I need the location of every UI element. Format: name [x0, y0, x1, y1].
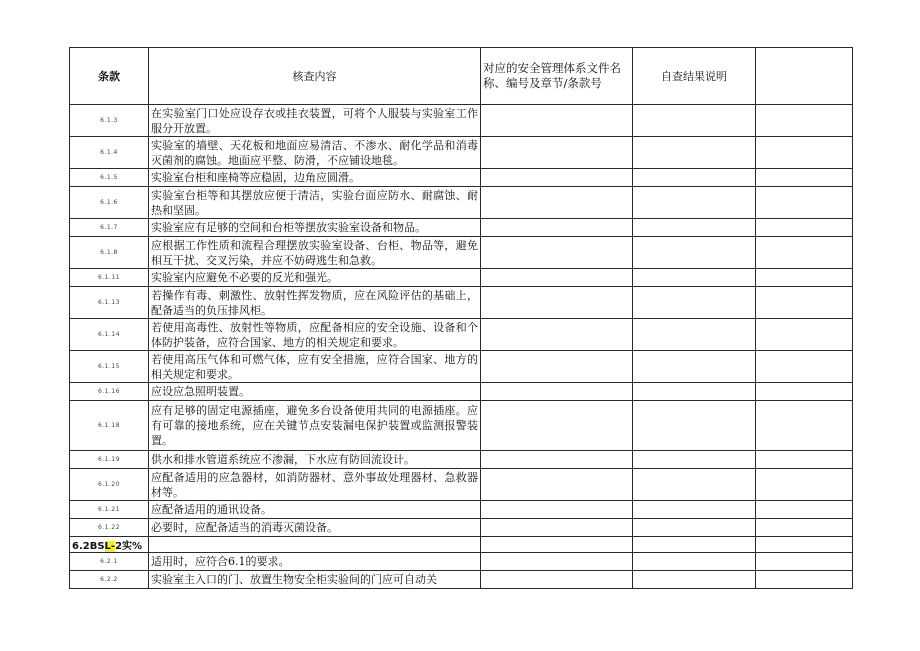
clause-number: 6.1.14 [70, 319, 149, 351]
clause-number: 6.2.2 [70, 571, 149, 589]
doc-cell[interactable] [481, 137, 633, 169]
table-row [70, 169, 853, 187]
clause-number: 6.1.22 [70, 519, 149, 537]
doc-cell[interactable] [481, 401, 633, 451]
result-cell[interactable] [633, 469, 756, 501]
extra-cell[interactable] [756, 519, 853, 537]
result-cell[interactable] [633, 451, 756, 469]
clause-text: 在实验室门口处应设存衣或挂衣装置，可将个人服装与实验室工作服分开放置。 [149, 105, 481, 137]
clause-text: 应配备适用的应急器材，如消防器材、意外事故处理器材、急救器材等。 [149, 469, 481, 501]
header-content: 核查内容 [149, 48, 481, 105]
clause-number: 6.1.18 [70, 401, 149, 451]
result-cell[interactable] [633, 137, 756, 169]
section-row [70, 537, 853, 553]
header-doc: 对应的安全管理体系文件名称、编号及章节/条款号 [481, 48, 633, 105]
result-cell[interactable] [633, 519, 756, 537]
clause-text: 应配备适用的通讯设备。 [149, 501, 481, 519]
clause-text: 应设应急照明装置。 [149, 383, 481, 401]
clause-text: 实验室内应避免不必要的反光和强光。 [149, 269, 481, 287]
section-label [70, 537, 149, 553]
clause-text: 实验室主入口的门、放置生物安全柜实验间的门应可自动关 [149, 571, 481, 589]
extra-cell[interactable] [756, 169, 853, 187]
extra-cell[interactable] [756, 105, 853, 137]
extra-cell[interactable] [756, 383, 853, 401]
table-row [70, 237, 853, 269]
header-row [70, 48, 853, 105]
clause-text: 必要时，应配备适当的消毒灭菌设备。 [149, 519, 481, 537]
table-row [70, 137, 853, 169]
clause-number: 6.1.8 [70, 237, 149, 269]
extra-cell[interactable] [756, 269, 853, 287]
extra-cell[interactable] [756, 187, 853, 219]
result-cell[interactable] [633, 187, 756, 219]
table-row [70, 383, 853, 401]
result-cell[interactable] [633, 553, 756, 571]
doc-cell[interactable] [481, 501, 633, 519]
extra-cell[interactable] [756, 553, 853, 571]
section-blank [481, 537, 633, 553]
table-row [70, 319, 853, 351]
clause-text: 实验室应有足够的空间和台柜等摆放实验室设备和物品。 [149, 219, 481, 237]
doc-cell[interactable] [481, 219, 633, 237]
doc-cell[interactable] [481, 105, 633, 137]
clause-number: 6.1.7 [70, 219, 149, 237]
clause-text: 若使用高毒性、放射性等物质，应配备相应的安全设施、设备和个体防护装备，应符合国家、地方的相关规定和要求。 [149, 319, 481, 351]
extra-cell[interactable] [756, 237, 853, 269]
result-cell[interactable] [633, 571, 756, 589]
clause-number: 6.1.6 [70, 187, 149, 219]
doc-cell[interactable] [481, 287, 633, 319]
clause-text: 实验室台柜和座椅等应稳固，边角应圆滑。 [149, 169, 481, 187]
extra-cell[interactable] [756, 501, 853, 519]
table-row [70, 571, 853, 589]
clause-number: 6.1.15 [70, 351, 149, 383]
doc-cell[interactable] [481, 451, 633, 469]
doc-cell[interactable] [481, 319, 633, 351]
section-prefix: 6.2BS [72, 541, 105, 552]
clause-number: 6.1.5 [70, 169, 149, 187]
doc-cell[interactable] [481, 169, 633, 187]
result-cell[interactable] [633, 287, 756, 319]
clause-number: 6.1.16 [70, 383, 149, 401]
table-row [70, 351, 853, 383]
result-cell[interactable] [633, 105, 756, 137]
doc-cell[interactable] [481, 469, 633, 501]
clause-text: 应根据工作性质和流程合理摆放实验室设备、台柜、物品等，避免相互干扰、交叉污染，并应不妨碍逃生和急救。 [149, 237, 481, 269]
clause-number: 6.1.3 [70, 105, 149, 137]
clause-text: 供水和排水管道系统应不渗漏，下水应有防回流设计。 [149, 451, 481, 469]
result-cell[interactable] [633, 501, 756, 519]
extra-cell[interactable] [756, 469, 853, 501]
doc-cell[interactable] [481, 351, 633, 383]
extra-cell[interactable] [756, 571, 853, 589]
clause-text: 实验室台柜等和其摆放应便于清洁，实验台面应防水、耐腐蚀、耐热和坚固。 [149, 187, 481, 219]
doc-cell[interactable] [481, 237, 633, 269]
clause-text: 若使用高压气体和可燃气体，应有安全措施，应符合国家、地方的相关规定和要求。 [149, 351, 481, 383]
table-row [70, 187, 853, 219]
doc-cell[interactable] [481, 553, 633, 571]
clause-number: 6.1.11 [70, 269, 149, 287]
doc-cell[interactable] [481, 383, 633, 401]
extra-cell[interactable] [756, 137, 853, 169]
clause-number: 6.1.13 [70, 287, 149, 319]
doc-cell[interactable] [481, 187, 633, 219]
extra-cell[interactable] [756, 351, 853, 383]
table-row [70, 469, 853, 501]
clause-number: 6.1.20 [70, 469, 149, 501]
clause-text: 应有足够的固定电源插座，避免多台设备使用共同的电源插座。应有可靠的接地系统，应在关键节点安装漏电保护装置或监测报警装置。 [149, 401, 481, 451]
table-row [70, 519, 853, 537]
extra-cell[interactable] [756, 401, 853, 451]
extra-cell[interactable] [756, 319, 853, 351]
clause-text: 适用时，应符合6.1的要求。 [149, 553, 481, 571]
section-blank [149, 537, 481, 553]
extra-cell[interactable] [756, 451, 853, 469]
table-row [70, 553, 853, 571]
clause-number: 6.1.21 [70, 501, 149, 519]
header-clause: 条款 [70, 48, 149, 105]
result-cell[interactable] [633, 169, 756, 187]
extra-cell[interactable] [756, 287, 853, 319]
clause-number: 6.1.4 [70, 137, 149, 169]
checklist-table [69, 47, 853, 589]
result-cell[interactable] [633, 383, 756, 401]
doc-cell[interactable] [481, 519, 633, 537]
table-row [70, 269, 853, 287]
result-cell[interactable] [633, 219, 756, 237]
table-row [70, 105, 853, 137]
result-cell[interactable] [633, 351, 756, 383]
extra-cell[interactable] [756, 219, 853, 237]
doc-cell[interactable] [481, 269, 633, 287]
clause-text: 若操作有毒、刺激性、放射性挥发物质，应在风险评估的基础上，配备适当的负压排风柜。 [149, 287, 481, 319]
table-row [70, 401, 853, 451]
result-cell[interactable] [633, 319, 756, 351]
result-cell[interactable] [633, 401, 756, 451]
section-blank [756, 537, 853, 553]
table-row [70, 287, 853, 319]
table-row [70, 501, 853, 519]
header-result: 自查结果说明 [633, 48, 756, 105]
result-cell[interactable] [633, 269, 756, 287]
table-row [70, 451, 853, 469]
section-highlight: L- [104, 541, 116, 552]
doc-cell[interactable] [481, 571, 633, 589]
section-blank [633, 537, 756, 553]
clause-text: 实验室的墙壁、天花板和地面应易清洁、不渗水、耐化学品和消毒灭菌剂的腐蚀。地面应平整、防滑，不应铺设地毯。 [149, 137, 481, 169]
clause-number: 6.1.19 [70, 451, 149, 469]
result-cell[interactable] [633, 237, 756, 269]
clause-number: 6.2.1 [70, 553, 149, 571]
section-suffix: 2实% [115, 541, 143, 552]
table-row [70, 219, 853, 237]
header-blank [756, 48, 853, 105]
